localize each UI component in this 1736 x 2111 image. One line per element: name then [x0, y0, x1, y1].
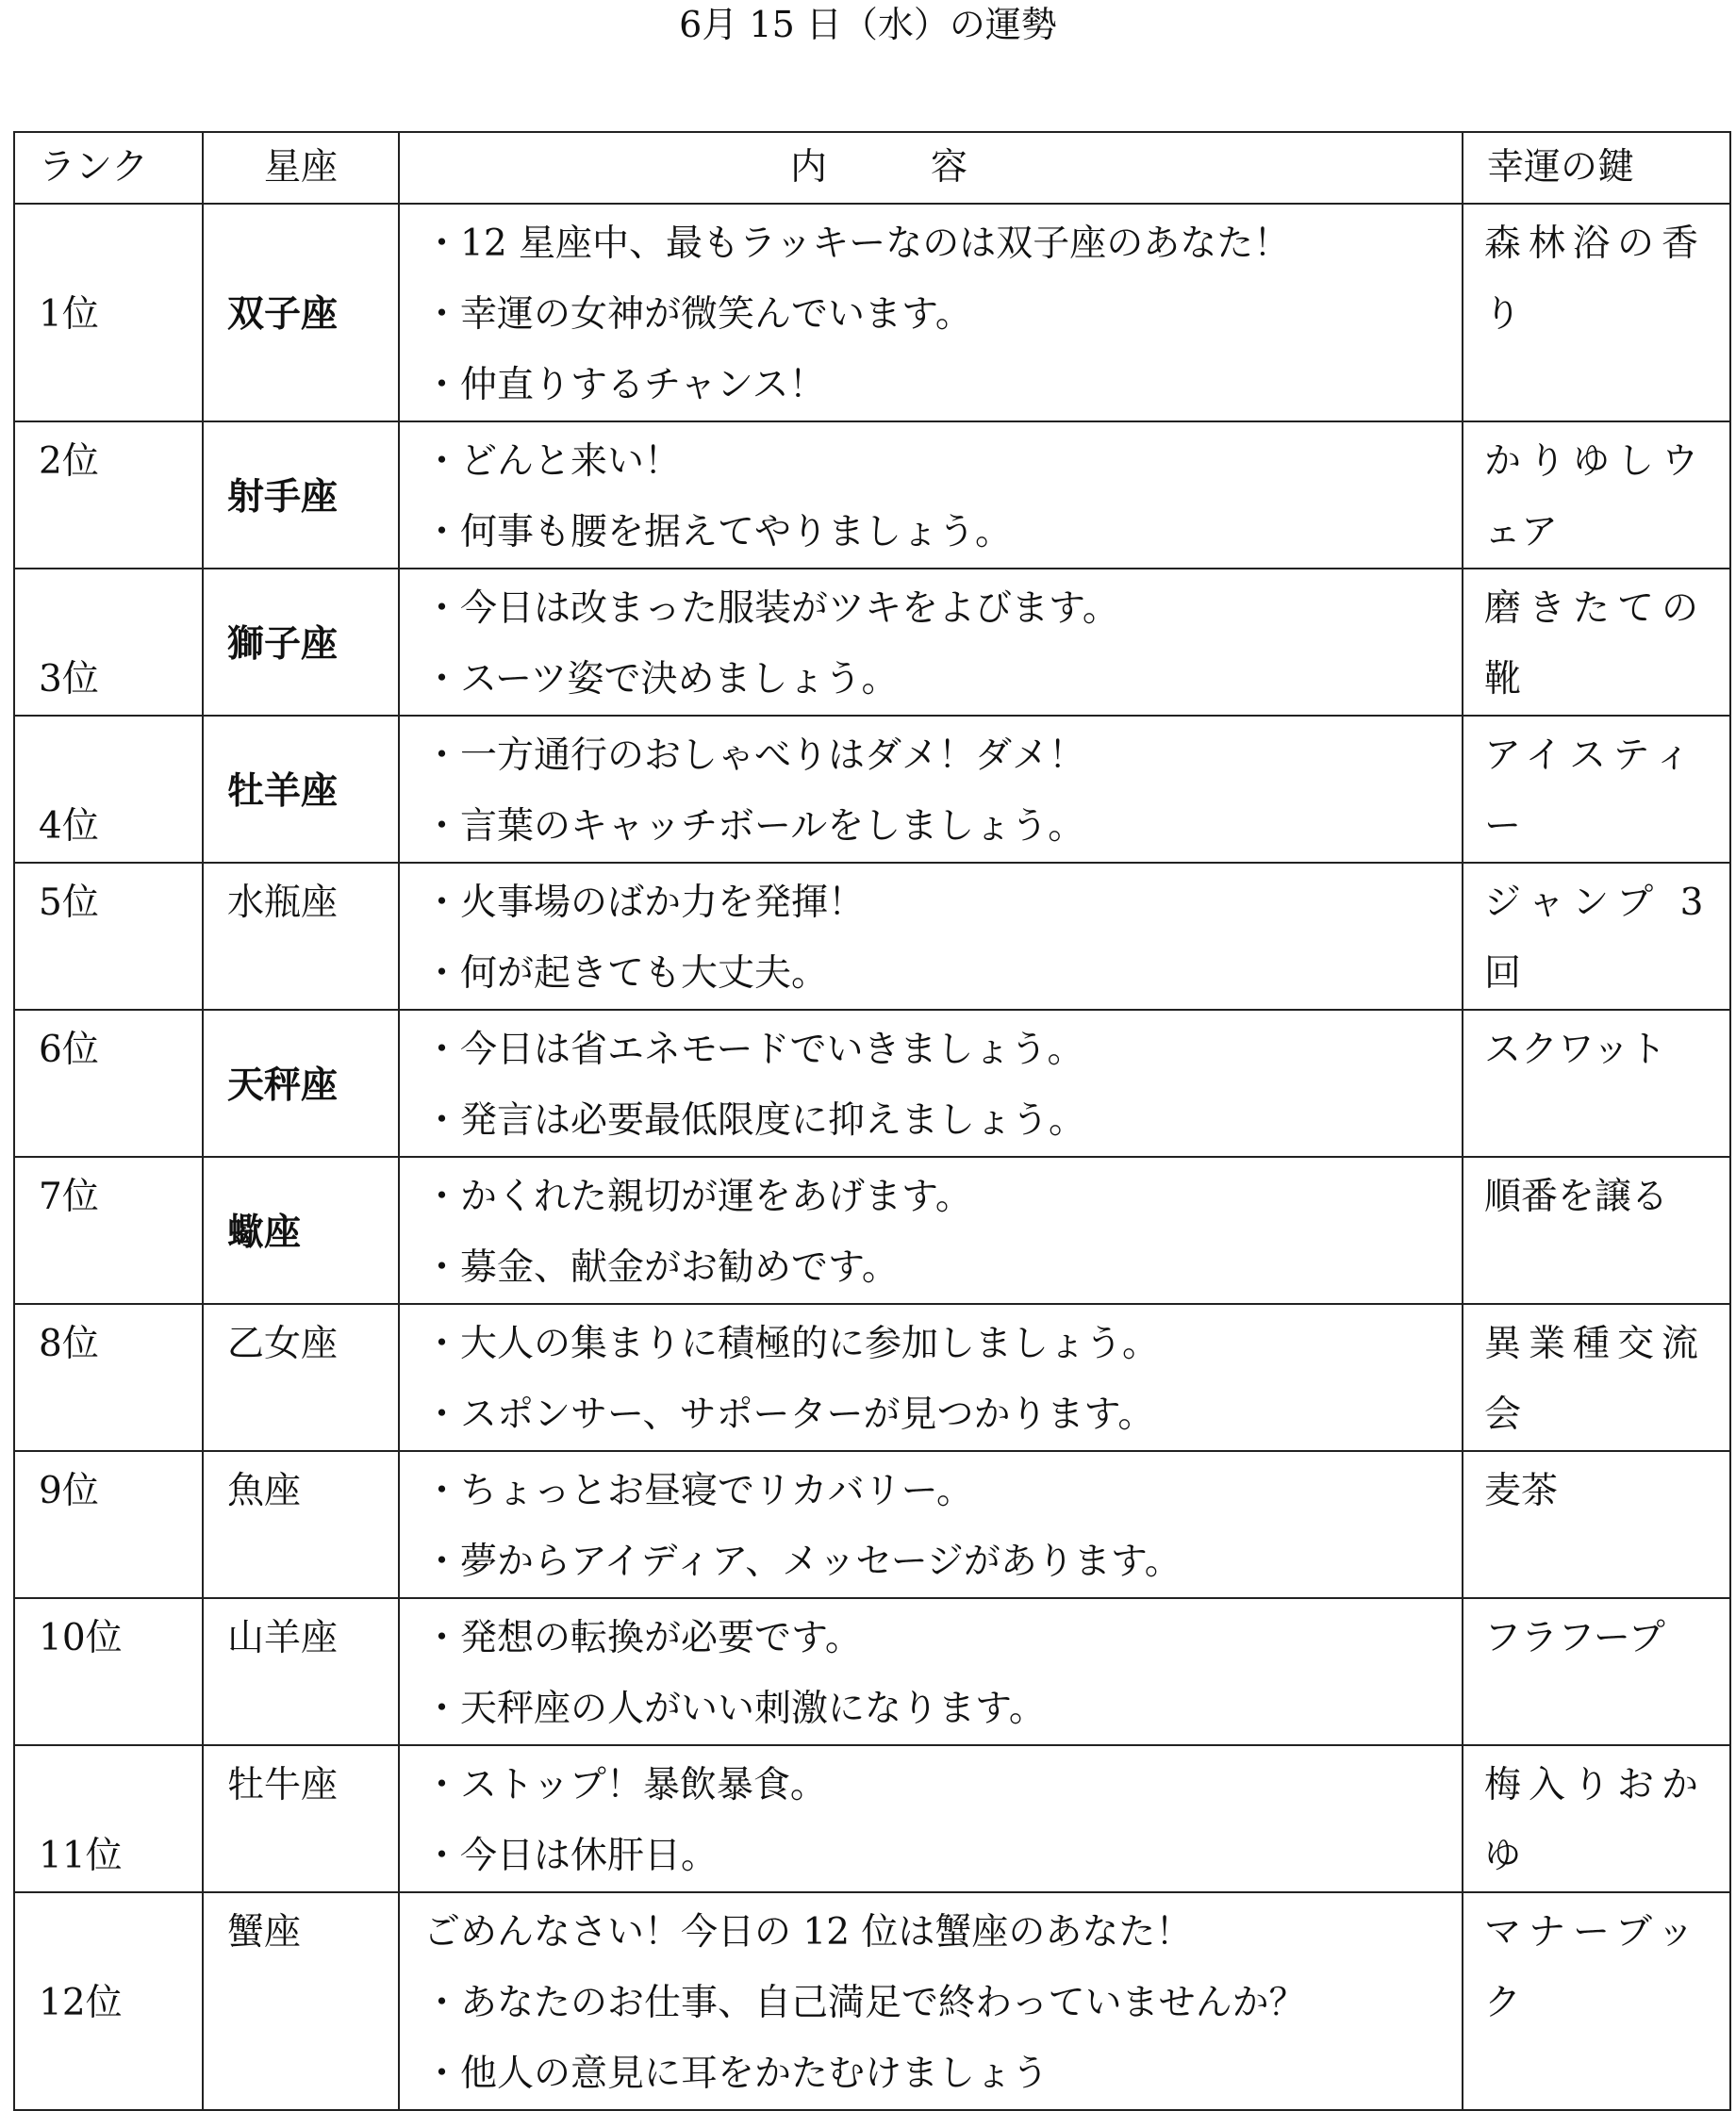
luck-line: ゆ: [1484, 1835, 1522, 1877]
rank-cell: [14, 1304, 203, 1451]
rank-label: 11位: [39, 1835, 123, 1877]
header-rank: ランク: [14, 132, 203, 204]
sign-label: 天秤座: [227, 1064, 339, 1107]
sign-label: 水瓶座: [227, 882, 339, 924]
table-row: [14, 1745, 1730, 1892]
table-row: [14, 1451, 1730, 1598]
content-line: ・火事場のばか力を発揮！: [423, 882, 866, 924]
table-row: [14, 863, 1730, 1010]
luck-cell: [1463, 1745, 1730, 1892]
table-row: [14, 1598, 1730, 1745]
table-header-row: [14, 132, 1730, 204]
content-line: ごめんなさい！今日の 12 位は蟹座のあなた！: [423, 1911, 1193, 1954]
sign-label: 魚座: [227, 1470, 302, 1512]
sign-cell: [203, 863, 399, 1010]
content-line: ・発言は必要最低限度に抑えましょう。: [423, 1099, 1086, 1142]
sign-cell: [203, 1745, 399, 1892]
sign-label: 蟹座: [227, 1911, 302, 1954]
table-row: [14, 569, 1730, 716]
header-sign: 星座: [203, 132, 399, 204]
content-line: ・天秤座の人がいい刺激になります。: [423, 1688, 1046, 1730]
rank-label: 8位: [39, 1323, 99, 1365]
rank-label: 9位: [39, 1470, 99, 1512]
rank-label: 7位: [39, 1176, 99, 1218]
content-line: ・12 星座中、最もラッキーなのは双子座のあなた！: [423, 223, 1291, 265]
rank-cell: [14, 569, 203, 716]
sign-cell: [203, 204, 399, 421]
content-line: ・何事も腰を据えてやりましょう。: [423, 511, 1013, 553]
header-content: [399, 132, 1463, 204]
rank-label: 1位: [39, 293, 99, 336]
content-line: ・仲直りするチャンス！: [423, 364, 826, 406]
sign-cell: [203, 1598, 399, 1745]
content-cell: [399, 1157, 1463, 1304]
rank-label: 6位: [39, 1029, 99, 1071]
sign-cell: [203, 1892, 399, 2110]
table-row: [14, 204, 1730, 421]
rank-cell: [14, 716, 203, 863]
luck-line: り: [1484, 293, 1522, 336]
sign-cell: [203, 421, 399, 569]
content-cell: [399, 863, 1463, 1010]
luck-line: 梅入りおか: [1484, 1764, 1707, 1806]
content-line: ・夢からアイディア、メッセージがあります。: [423, 1541, 1182, 1583]
rank-label: 2位: [39, 440, 99, 483]
luck-cell: [1463, 1157, 1730, 1304]
table-row: [14, 1010, 1730, 1157]
content-line: ・どんと来い！: [423, 440, 682, 483]
content-line: ・ちょっとお昼寝でリカバリー。: [423, 1470, 974, 1512]
luck-cell: [1463, 1598, 1730, 1745]
rank-cell: [14, 1892, 203, 2110]
content-cell: [399, 1010, 1463, 1157]
luck-line: フラフープ: [1484, 1617, 1665, 1659]
content-line: ・スポンサー、サポーターが見つかります。: [423, 1394, 1155, 1436]
content-line: ・何が起きても大丈夫。: [423, 952, 829, 995]
luck-line: 異業種交流: [1484, 1323, 1707, 1365]
content-line: ・今日は休肝日。: [423, 1835, 719, 1877]
content-cell: [399, 1745, 1463, 1892]
sign-label: 牡牛座: [227, 1764, 339, 1806]
content-line: ・あなたのお仕事、自己満足で終わっていませんか？: [423, 1982, 1306, 2024]
content-cell: [399, 1451, 1463, 1598]
content-cell: [399, 569, 1463, 716]
table-row: [14, 1304, 1730, 1451]
content-line: ・かくれた親切が運をあげます。: [423, 1176, 972, 1218]
content-line: ・ストップ！暴飲暴食。: [423, 1764, 827, 1806]
luck-cell: [1463, 1010, 1730, 1157]
luck-line: スクワット: [1484, 1029, 1667, 1071]
sign-label: 牡羊座: [227, 769, 339, 813]
rank-label: 5位: [39, 882, 99, 924]
luck-line: ク: [1484, 1982, 1522, 2024]
sign-cell: [203, 1451, 399, 1598]
sign-label: 双子座: [227, 293, 339, 336]
sign-label: 射手座: [227, 475, 339, 519]
content-cell: [399, 1598, 1463, 1745]
content-line: ・スーツ姿で決めましょう。: [423, 658, 899, 701]
luck-line: アイスティ: [1484, 734, 1699, 777]
sign-cell: [203, 1157, 399, 1304]
table-row: [14, 421, 1730, 569]
table-row: [14, 716, 1730, 863]
luck-cell: [1463, 421, 1730, 569]
luck-cell: [1463, 1304, 1730, 1451]
sign-cell: [203, 1010, 399, 1157]
table-row: [14, 1892, 1730, 2110]
rank-cell: [14, 1157, 203, 1304]
content-line: ・一方通行のおしゃべりはダメ！ダメ！: [423, 734, 1086, 777]
luck-line: 森林浴の香: [1484, 223, 1707, 265]
content-line: ・今日は省エネモードでいきましょう。: [423, 1029, 1084, 1071]
rank-cell: [14, 1598, 203, 1745]
content-cell: [399, 1892, 1463, 2110]
header-content-label: 内容: [789, 146, 1071, 189]
luck-line: 会: [1484, 1394, 1522, 1436]
luck-cell: [1463, 1451, 1730, 1598]
sign-label: 乙女座: [227, 1323, 339, 1365]
horoscope-table: [13, 131, 1731, 2111]
rank-label: 12位: [39, 1982, 123, 2024]
luck-line: 順番を譲る: [1484, 1176, 1669, 1218]
page-title: 6月 15 日（水）の運勢: [679, 4, 1057, 45]
table-row: [14, 1157, 1730, 1304]
content-line: ・今日は改まった服装がツキをよびます。: [423, 587, 1119, 630]
luck-line: 靴: [1484, 658, 1522, 701]
content-line: ・言葉のキャッチボールをしましょう。: [423, 805, 1085, 848]
luck-line: マナーブッ: [1484, 1911, 1702, 1954]
sign-label: 獅子座: [227, 622, 339, 666]
table-body: [14, 204, 1730, 2110]
rank-cell: [14, 1010, 203, 1157]
luck-cell: [1463, 716, 1730, 863]
content-cell: [399, 1304, 1463, 1451]
luck-line: 麦茶: [1484, 1470, 1559, 1512]
luck-line: ジャンプ 3: [1484, 882, 1711, 924]
content-cell: [399, 204, 1463, 421]
sign-cell: [203, 569, 399, 716]
content-line: ・発想の転換が必要です。: [423, 1617, 862, 1659]
content-line: ・他人の意見に耳をかたむけましょう: [423, 2053, 1050, 2095]
rank-cell: [14, 421, 203, 569]
content-line: ・大人の集まりに積極的に参加しましょう。: [423, 1323, 1160, 1365]
luck-line: 磨きたての: [1484, 587, 1707, 630]
rank-label: 3位: [39, 658, 99, 701]
luck-line: ー: [1484, 805, 1522, 848]
content-line: ・募金、献金がお勧めです。: [423, 1246, 899, 1289]
luck-cell: [1463, 569, 1730, 716]
luck-cell: [1463, 204, 1730, 421]
content-cell: [399, 421, 1463, 569]
rank-label: 10位: [39, 1617, 123, 1659]
luck-cell: [1463, 863, 1730, 1010]
sign-label: 蠍座: [227, 1211, 302, 1254]
sign-label: 山羊座: [227, 1617, 339, 1659]
rank-cell: [14, 204, 203, 421]
rank-cell: [14, 1451, 203, 1598]
rank-label: 4位: [39, 805, 99, 848]
content-line: ・幸運の女神が微笑んでいます。: [423, 293, 972, 336]
sign-cell: [203, 716, 399, 863]
rank-cell: [14, 863, 203, 1010]
luck-line: ェア: [1484, 511, 1559, 553]
luck-line: 回: [1484, 952, 1522, 995]
header-luck: 幸運の鍵: [1463, 132, 1730, 204]
content-cell: [399, 716, 1463, 863]
luck-cell: [1463, 1892, 1730, 2110]
luck-line: かりゆしウ: [1484, 440, 1707, 483]
sign-cell: [203, 1304, 399, 1451]
rank-cell: [14, 1745, 203, 1892]
